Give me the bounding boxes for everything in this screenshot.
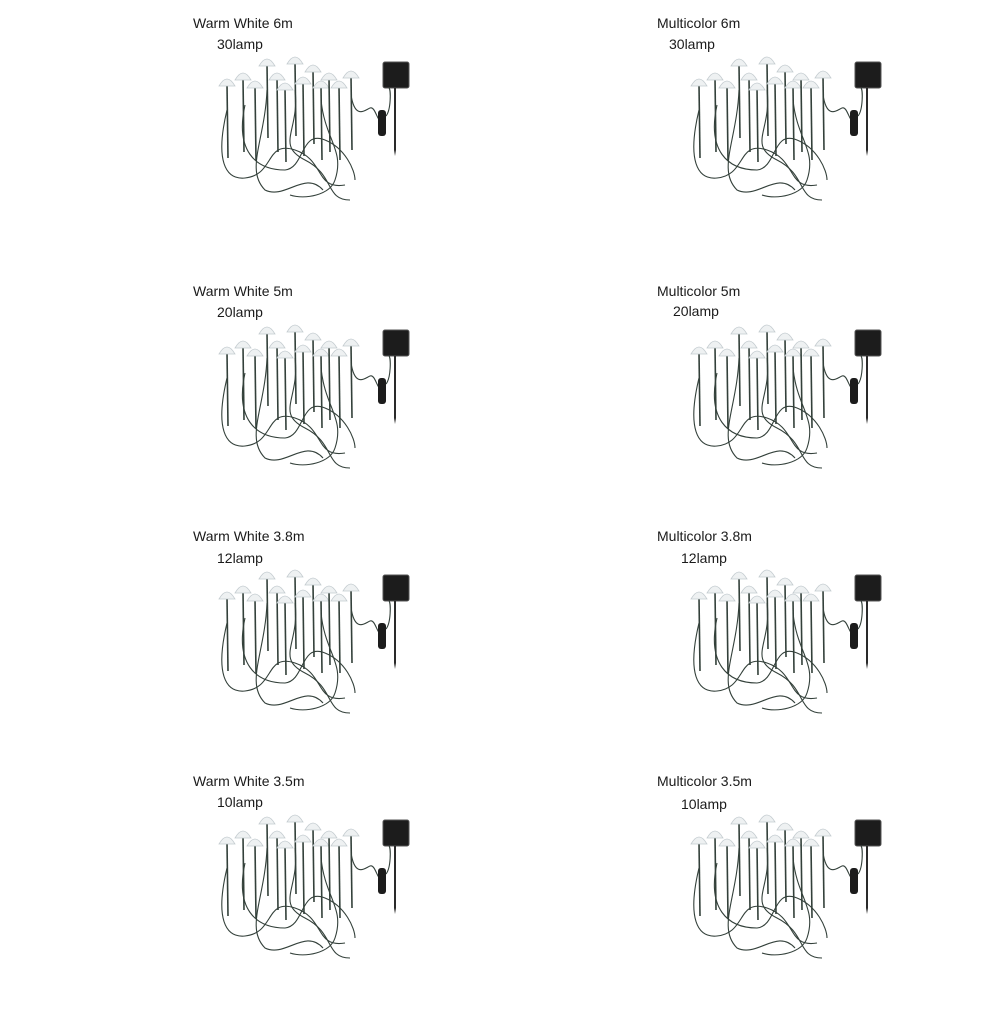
lamp-stake — [243, 346, 244, 420]
variant-multicolor-5m — [657, 282, 977, 522]
lamp-stake — [285, 601, 286, 675]
mushroom-lamp-cap — [277, 596, 293, 603]
lamp-stake — [727, 354, 728, 428]
mushroom-lamp-cap — [343, 339, 359, 346]
string-light-set — [691, 325, 881, 468]
lamp-stake — [801, 591, 802, 665]
mushroom-lamp-cap — [295, 835, 311, 842]
switch-box — [850, 868, 858, 894]
lamp-count: 30lamp — [669, 36, 715, 52]
lamp-stake — [295, 62, 296, 136]
mushroom-lamp-cap — [731, 817, 747, 824]
lamp-stake — [227, 842, 228, 916]
lamp-stake — [339, 844, 340, 918]
mushroom-lamp-cap — [815, 584, 831, 591]
lamp-count: 30lamp — [217, 36, 263, 52]
lamp-count: 10lamp — [681, 796, 727, 812]
mushroom-lamp-cap — [785, 839, 801, 846]
panel-cable — [386, 601, 390, 629]
string-light-set — [219, 325, 409, 468]
cable — [694, 868, 817, 944]
lamp-stake — [757, 846, 758, 920]
mushroom-lamp-cap — [707, 586, 723, 593]
solar-panel — [383, 330, 409, 356]
mushroom-lamp-cap — [749, 83, 765, 90]
solar-stake — [394, 356, 396, 424]
mushroom-lamp-cap — [331, 839, 347, 846]
lamp-stake — [739, 822, 740, 896]
mushroom-lamp-cap — [247, 594, 263, 601]
lamp-stake — [227, 352, 228, 426]
variant-label: Warm White 5m — [193, 283, 293, 299]
lamp-stake — [801, 78, 802, 152]
lamp-stake — [339, 86, 340, 160]
lamp-stake — [285, 846, 286, 920]
product-image — [677, 50, 897, 210]
lamp-stake — [727, 86, 728, 160]
lamp-stake — [313, 338, 314, 412]
product-image — [205, 50, 425, 210]
mushroom-lamp-cap — [343, 71, 359, 78]
lamp-stake — [303, 595, 304, 669]
mushroom-lamp-cap — [305, 333, 321, 340]
mushroom-lamp-cap — [305, 578, 321, 585]
mushroom-lamp-cap — [219, 347, 235, 354]
string-light-set — [691, 815, 881, 958]
lamp-stake — [243, 836, 244, 910]
variant-label: Warm White 6m — [193, 15, 293, 31]
mushroom-lamp-cap — [785, 594, 801, 601]
mushroom-lamp-cap — [707, 341, 723, 348]
mushroom-lamp-cap — [331, 81, 347, 88]
mushroom-lamp-cap — [719, 839, 735, 846]
lamp-stake — [303, 840, 304, 914]
cable — [823, 363, 853, 390]
product-image — [677, 318, 897, 478]
solar-stake — [866, 601, 868, 669]
solar-panel — [383, 62, 409, 88]
lamp-stake — [757, 88, 758, 162]
lamp-stake — [801, 836, 802, 910]
lamp-stake — [727, 844, 728, 918]
mushroom-lamp-cap — [803, 839, 819, 846]
variant-multicolor-3-5m — [657, 772, 977, 1012]
lamp-stake — [699, 597, 700, 671]
lamp-stake — [329, 346, 330, 420]
mushroom-lamp-cap — [343, 829, 359, 836]
switch-box — [378, 868, 386, 894]
lamp-stake — [243, 78, 244, 152]
mushroom-lamp-cap — [803, 81, 819, 88]
lamp-stake — [321, 354, 322, 428]
mushroom-lamp-cap — [259, 817, 275, 824]
cable — [823, 608, 853, 635]
lamp-stake — [739, 332, 740, 406]
cable — [222, 110, 345, 186]
lamp-stake — [227, 597, 228, 671]
lamp-stake — [321, 86, 322, 160]
mushroom-lamp-cap — [321, 831, 337, 838]
mushroom-lamp-cap — [707, 831, 723, 838]
mushroom-lamp-cap — [287, 57, 303, 64]
mushroom-lamp-cap — [269, 73, 285, 80]
mushroom-lamp-cap — [803, 349, 819, 356]
mushroom-lamp-cap — [277, 351, 293, 358]
variant-label: Multicolor 3.8m — [657, 528, 752, 544]
mushroom-lamp-cap — [247, 349, 263, 356]
lamp-stake — [303, 350, 304, 424]
mushroom-lamp-cap — [749, 841, 765, 848]
lamp-stake — [727, 599, 728, 673]
mushroom-lamp-cap — [287, 570, 303, 577]
mushroom-lamp-cap — [785, 349, 801, 356]
solar-stake — [866, 356, 868, 424]
cable — [290, 603, 350, 713]
variant-multicolor-3-8m — [657, 527, 977, 767]
lamp-stake — [801, 346, 802, 420]
mushroom-lamp-cap — [741, 73, 757, 80]
solar-panel — [383, 820, 409, 846]
variant-multicolor-6m — [657, 14, 977, 254]
variant-label: Warm White 3.5m — [193, 773, 305, 789]
mushroom-lamp-cap — [305, 65, 321, 72]
lamp-stake — [285, 88, 286, 162]
mushroom-lamp-cap — [691, 592, 707, 599]
lamp-stake — [767, 575, 768, 649]
mushroom-lamp-cap — [259, 572, 275, 579]
mushroom-lamp-cap — [295, 590, 311, 597]
lamp-count: 12lamp — [681, 550, 727, 566]
string-light-set — [219, 570, 409, 713]
lamp-stake — [255, 354, 256, 428]
lamp-count: 20lamp — [673, 303, 719, 319]
switch-box — [850, 110, 858, 136]
mushroom-lamp-cap — [759, 57, 775, 64]
mushroom-lamp-cap — [259, 327, 275, 334]
lamp-count: 10lamp — [217, 794, 263, 810]
lamp-stake — [785, 583, 786, 657]
mushroom-lamp-cap — [235, 586, 251, 593]
mushroom-lamp-cap — [767, 345, 783, 352]
cable — [823, 853, 853, 880]
solar-panel — [855, 62, 881, 88]
lamp-stake — [793, 599, 794, 673]
cable — [351, 95, 381, 122]
mushroom-lamp-cap — [219, 592, 235, 599]
lamp-stake — [767, 62, 768, 136]
mushroom-lamp-cap — [235, 831, 251, 838]
mushroom-lamp-cap — [719, 594, 735, 601]
mushroom-lamp-cap — [295, 345, 311, 352]
string-light-set — [691, 570, 881, 713]
lamp-stake — [699, 842, 700, 916]
cable — [762, 603, 822, 713]
mushroom-lamp-cap — [741, 831, 757, 838]
lamp-stake — [267, 577, 268, 651]
mushroom-lamp-cap — [815, 339, 831, 346]
solar-stake — [866, 846, 868, 914]
lamp-stake — [739, 64, 740, 138]
lamp-stake — [255, 599, 256, 673]
panel-cable — [858, 356, 862, 384]
switch-box — [850, 378, 858, 404]
solar-panel — [855, 575, 881, 601]
mushroom-lamp-cap — [305, 823, 321, 830]
solar-panel — [855, 330, 881, 356]
mushroom-lamp-cap — [269, 586, 285, 593]
mushroom-lamp-cap — [331, 594, 347, 601]
lamp-stake — [255, 844, 256, 918]
string-light-set — [219, 815, 409, 958]
lamp-stake — [267, 332, 268, 406]
lamp-stake — [757, 601, 758, 675]
lamp-stake — [811, 86, 812, 160]
lamp-stake — [267, 64, 268, 138]
mushroom-lamp-cap — [793, 73, 809, 80]
variant-warm-white-6m — [193, 14, 513, 254]
panel-cable — [858, 601, 862, 629]
variant-warm-white-3-8m — [193, 527, 513, 767]
mushroom-lamp-cap — [321, 586, 337, 593]
mushroom-lamp-cap — [777, 578, 793, 585]
product-image — [205, 563, 425, 723]
mushroom-lamp-cap — [719, 81, 735, 88]
lamp-stake — [757, 356, 758, 430]
mushroom-lamp-cap — [219, 837, 235, 844]
switch-box — [378, 623, 386, 649]
mushroom-lamp-cap — [313, 839, 329, 846]
lamp-stake — [321, 599, 322, 673]
lamp-stake — [295, 575, 296, 649]
mushroom-lamp-cap — [269, 831, 285, 838]
lamp-stake — [823, 589, 824, 663]
mushroom-lamp-cap — [759, 815, 775, 822]
mushroom-lamp-cap — [313, 594, 329, 601]
lamp-stake — [267, 822, 268, 896]
lamp-stake — [339, 354, 340, 428]
lamp-stake — [811, 599, 812, 673]
cable — [222, 623, 345, 699]
variant-warm-white-3-5m — [193, 772, 513, 1012]
lamp-stake — [715, 591, 716, 665]
cable — [290, 358, 350, 468]
product-image — [677, 563, 897, 723]
switch-box — [378, 378, 386, 404]
variant-label: Multicolor 5m — [657, 283, 741, 299]
mushroom-lamp-cap — [313, 349, 329, 356]
switch-box — [850, 623, 858, 649]
variant-warm-white-5m — [193, 282, 513, 522]
lamp-stake — [351, 834, 352, 908]
mushroom-lamp-cap — [691, 79, 707, 86]
cable — [694, 110, 817, 186]
lamp-stake — [793, 354, 794, 428]
mushroom-lamp-cap — [793, 831, 809, 838]
mushroom-lamp-cap — [759, 570, 775, 577]
mushroom-lamp-cap — [295, 77, 311, 84]
cable — [694, 378, 817, 454]
mushroom-lamp-cap — [691, 837, 707, 844]
lamp-stake — [823, 76, 824, 150]
lamp-count: 12lamp — [217, 550, 263, 566]
lamp-stake — [715, 346, 716, 420]
mushroom-lamp-cap — [803, 594, 819, 601]
cable — [290, 848, 350, 958]
cable — [351, 853, 381, 880]
mushroom-lamp-cap — [247, 81, 263, 88]
cable — [762, 848, 822, 958]
mushroom-lamp-cap — [287, 325, 303, 332]
lamp-stake — [793, 86, 794, 160]
lamp-stake — [295, 820, 296, 894]
lamp-stake — [775, 840, 776, 914]
mushroom-lamp-cap — [277, 83, 293, 90]
lamp-stake — [699, 352, 700, 426]
cable — [762, 90, 822, 200]
lamp-stake — [303, 82, 304, 156]
lamp-stake — [295, 330, 296, 404]
mushroom-lamp-cap — [767, 835, 783, 842]
lamp-stake — [775, 350, 776, 424]
mushroom-lamp-cap — [749, 351, 765, 358]
lamp-stake — [785, 70, 786, 144]
solar-stake — [394, 88, 396, 156]
mushroom-lamp-cap — [815, 71, 831, 78]
lamp-stake — [793, 844, 794, 918]
product-image — [205, 318, 425, 478]
lamp-stake — [351, 344, 352, 418]
mushroom-lamp-cap — [741, 586, 757, 593]
product-image — [205, 808, 425, 968]
mushroom-lamp-cap — [793, 341, 809, 348]
lamp-stake — [285, 356, 286, 430]
mushroom-lamp-cap — [247, 839, 263, 846]
lamp-stake — [699, 84, 700, 158]
cable — [222, 868, 345, 944]
solar-panel — [383, 575, 409, 601]
lamp-stake — [339, 599, 340, 673]
mushroom-lamp-cap — [793, 586, 809, 593]
cable — [823, 95, 853, 122]
panel-cable — [858, 88, 862, 116]
mushroom-lamp-cap — [777, 823, 793, 830]
lamp-stake — [321, 844, 322, 918]
string-light-set — [219, 57, 409, 200]
lamp-stake — [785, 338, 786, 412]
panel-cable — [386, 88, 390, 116]
cable — [351, 608, 381, 635]
lamp-stake — [313, 828, 314, 902]
cable — [762, 358, 822, 468]
lamp-stake — [739, 577, 740, 651]
lamp-count: 20lamp — [217, 304, 263, 320]
mushroom-lamp-cap — [321, 341, 337, 348]
lamp-stake — [313, 70, 314, 144]
mushroom-lamp-cap — [321, 73, 337, 80]
mushroom-lamp-cap — [731, 59, 747, 66]
lamp-stake — [715, 836, 716, 910]
lamp-stake — [823, 834, 824, 908]
panel-cable — [386, 846, 390, 874]
lamp-stake — [227, 84, 228, 158]
mushroom-lamp-cap — [313, 81, 329, 88]
mushroom-lamp-cap — [691, 347, 707, 354]
mushroom-lamp-cap — [331, 349, 347, 356]
product-image — [677, 808, 897, 968]
cable — [694, 623, 817, 699]
mushroom-lamp-cap — [287, 815, 303, 822]
variant-label: Warm White 3.8m — [193, 528, 305, 544]
lamp-stake — [767, 820, 768, 894]
solar-stake — [394, 601, 396, 669]
mushroom-lamp-cap — [777, 65, 793, 72]
mushroom-lamp-cap — [731, 327, 747, 334]
lamp-stake — [785, 828, 786, 902]
lamp-stake — [329, 836, 330, 910]
lamp-stake — [775, 82, 776, 156]
mushroom-lamp-cap — [731, 572, 747, 579]
cable — [351, 363, 381, 390]
lamp-stake — [811, 354, 812, 428]
switch-box — [378, 110, 386, 136]
mushroom-lamp-cap — [767, 590, 783, 597]
panel-cable — [858, 846, 862, 874]
cable — [222, 378, 345, 454]
mushroom-lamp-cap — [741, 341, 757, 348]
mushroom-lamp-cap — [785, 81, 801, 88]
mushroom-lamp-cap — [235, 341, 251, 348]
mushroom-lamp-cap — [777, 333, 793, 340]
lamp-stake — [329, 591, 330, 665]
solar-stake — [866, 88, 868, 156]
lamp-stake — [351, 76, 352, 150]
lamp-stake — [351, 589, 352, 663]
mushroom-lamp-cap — [767, 77, 783, 84]
solar-stake — [394, 846, 396, 914]
lamp-stake — [313, 583, 314, 657]
mushroom-lamp-cap — [269, 341, 285, 348]
lamp-stake — [715, 78, 716, 152]
mushroom-lamp-cap — [815, 829, 831, 836]
lamp-stake — [255, 86, 256, 160]
mushroom-lamp-cap — [749, 596, 765, 603]
solar-panel — [855, 820, 881, 846]
lamp-stake — [811, 844, 812, 918]
cable — [290, 90, 350, 200]
mushroom-lamp-cap — [235, 73, 251, 80]
mushroom-lamp-cap — [277, 841, 293, 848]
mushroom-lamp-cap — [343, 584, 359, 591]
variant-label: Multicolor 6m — [657, 15, 741, 31]
variant-label: Multicolor 3.5m — [657, 773, 752, 789]
lamp-stake — [823, 344, 824, 418]
mushroom-lamp-cap — [707, 73, 723, 80]
mushroom-lamp-cap — [259, 59, 275, 66]
lamp-stake — [329, 78, 330, 152]
string-light-set — [691, 57, 881, 200]
lamp-stake — [767, 330, 768, 404]
mushroom-lamp-cap — [219, 79, 235, 86]
mushroom-lamp-cap — [719, 349, 735, 356]
lamp-stake — [775, 595, 776, 669]
lamp-stake — [243, 591, 244, 665]
mushroom-lamp-cap — [759, 325, 775, 332]
panel-cable — [386, 356, 390, 384]
